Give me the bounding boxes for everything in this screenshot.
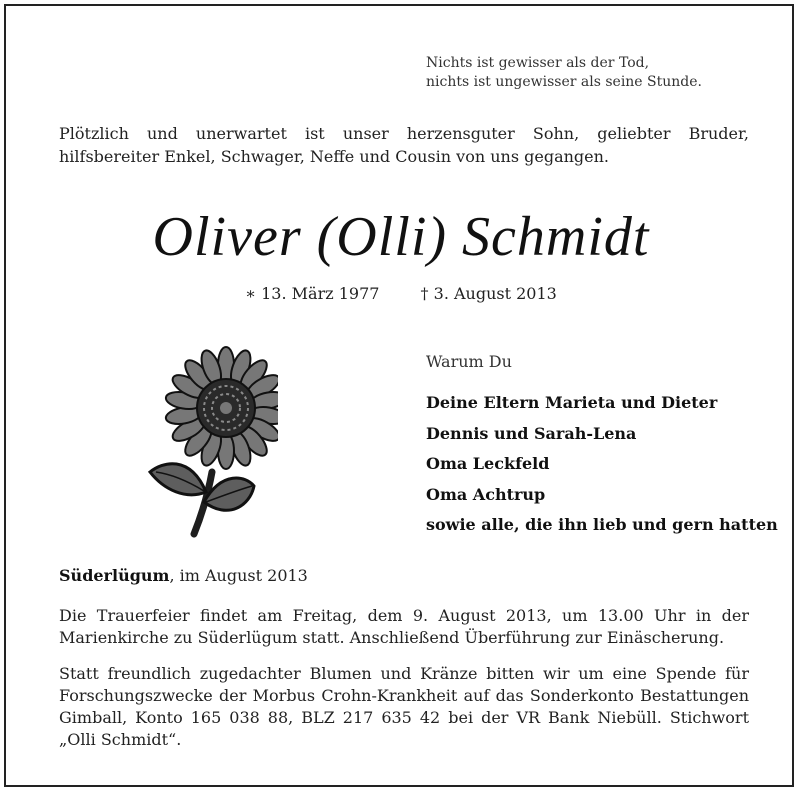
death-date: † 3. August 2013	[420, 284, 557, 303]
motto-line-1: Nichts ist gewisser als der Tod,	[426, 55, 650, 71]
motto-line-2: nichts ist ungewisser als seine Stunde.	[426, 74, 702, 90]
donation-notice: Statt freundlich zugedachter Blumen und Kränze bitten wir um eine Spende für Forschungszwecke der Morbus Crohn-Krankheit auf das Sonderkonto Bestattungen Gimball, Konto 165 038 88, BLZ 217 635 42 bei der VR Bank Niebüll. Stichwort „Olli Schmidt“.	[59, 664, 749, 749]
funeral-notice: Die Trauerfeier findet am Freitag, dem 9. August 2013, um 13.00 Uhr in der Marienkirche zu Süderlügum statt. Anschließend Überführung zur Einäscherung.	[59, 606, 749, 647]
mourner-grandmother-achtrup: Oma Achtrup	[426, 484, 546, 504]
mourner-parents: Deine Eltern Marieta und Dieter	[426, 393, 718, 412]
mourner-siblings: Dennis und Sarah-Lena	[426, 423, 637, 443]
mourner-others: sowie alle, die ihn lieb und gern hatten	[426, 515, 778, 534]
mourners-list	[426, 388, 778, 541]
life-dates	[6, 284, 796, 303]
intro-text: Plötzlich und unerwartet ist unser herzensguter Sohn, geliebter Bruder, hilfsbereiter Enkel, Schwager, Neffe und Cousin von uns gegangen.	[59, 124, 749, 166]
place-and-date	[59, 566, 308, 585]
birth-date: ∗ 13. März 1977	[245, 284, 380, 303]
place-name: Süderlügum	[59, 566, 170, 585]
obituary-card	[4, 4, 794, 787]
sunflower-icon	[142, 344, 278, 540]
deceased-name: Oliver (Olli) Schmidt	[152, 206, 650, 268]
notice-date: , im August 2013	[169, 566, 308, 585]
mourners-question: Warum Du	[426, 352, 512, 371]
mourner-grandmother-leckfeld: Oma Leckfeld	[426, 454, 550, 473]
motto-quote	[426, 54, 702, 92]
